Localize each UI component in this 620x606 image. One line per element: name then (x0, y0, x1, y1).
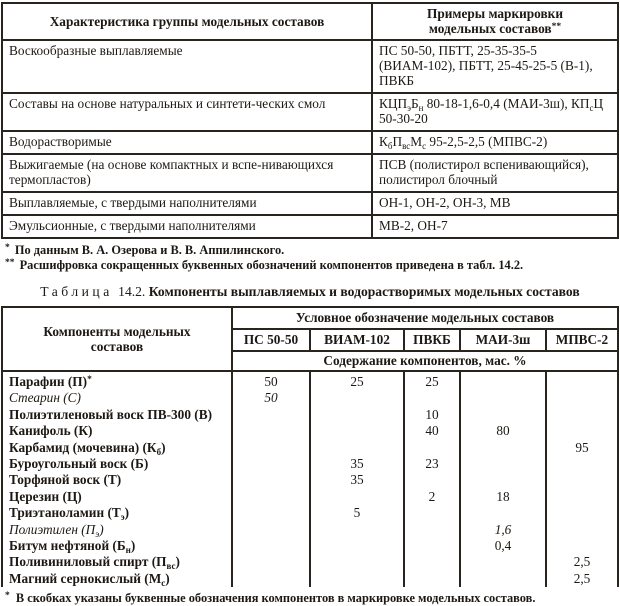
value-pvkb (404, 538, 460, 554)
marks-cell: $КЦП_эБ_н$ 80-18-1,6-0,4 (МАИ-3ш), $КП_сЦ$ 50-30-20 (372, 93, 618, 131)
value-viam-102: 35 (310, 456, 404, 472)
table2-footnote: * В скобках указаны буквенные обозначения компонентов в маркировке модельных составов. (5, 591, 536, 606)
component-row (2, 538, 618, 554)
component-label: Церезин (Ц) (2, 489, 232, 505)
mark-column-header: МПВС-2 (546, 329, 618, 351)
model-groups-table (1, 2, 619, 239)
component-row (2, 407, 618, 423)
value-mai-3sh (460, 472, 546, 488)
component-label: Полиэтилен $(П_э)$ (2, 522, 232, 538)
group-cell: Выплавляемые, с твердыми наполнителями (2, 192, 372, 215)
footnote: ** Расшифровка сокращенных буквенных обозначений компонентов приведена в табл. 14.2. (5, 258, 524, 272)
value-viam-102: 5 (310, 505, 404, 521)
component-row (2, 489, 618, 505)
value-pvkb: 40 (404, 423, 460, 439)
component-row (2, 371, 618, 390)
marks-cell: ОН-1, ОН-2, ОН-3, МВ (372, 192, 618, 215)
caption-table-word: Таблица (40, 284, 113, 299)
component-row (2, 522, 618, 538)
value-mai-3sh (460, 554, 546, 570)
value-ps-50-50 (232, 554, 310, 570)
group-cell: Воскообразные выплавляемые (2, 40, 372, 93)
t2-units-header: Содержание компонентов, мас. % (232, 351, 618, 371)
value-mai-3sh (460, 440, 546, 456)
component-row (2, 554, 618, 570)
value-viam-102 (310, 571, 404, 587)
value-pvkb: 23 (404, 456, 460, 472)
marks-cell: МВ-2, ОН-7 (372, 215, 618, 238)
t1-header-row (2, 3, 618, 40)
t2-designation-header: Условное обозначение модельных составов (232, 307, 618, 329)
component-row (2, 571, 618, 587)
value-mpvs-2 (546, 390, 618, 406)
value-ps-50-50 (232, 456, 310, 472)
value-ps-50-50: 50 (232, 390, 310, 406)
component-label: Триэтаноламин $(Т_э)$ (2, 505, 232, 521)
table-row (2, 40, 618, 93)
value-mpvs-2 (546, 423, 618, 439)
value-mai-3sh: 1,6 (460, 522, 546, 538)
value-mpvs-2: 2,5 (546, 554, 618, 570)
value-ps-50-50: 50 (232, 371, 310, 390)
t2-components-header: Компоненты модельных составов (2, 307, 232, 371)
component-label: Стеарин (С) (2, 390, 232, 406)
value-mai-3sh: 80 (460, 423, 546, 439)
group-cell: Составы на основе натуральных и синтети-ческих смол (2, 93, 372, 131)
value-mai-3sh (460, 456, 546, 472)
group-cell: Водорастворимые (2, 131, 372, 154)
component-row (2, 390, 618, 406)
value-ps-50-50 (232, 407, 310, 423)
value-mai-3sh (460, 571, 546, 587)
value-viam-102 (310, 440, 404, 456)
value-mpvs-2 (546, 456, 618, 472)
value-mpvs-2 (546, 371, 618, 390)
value-mai-3sh (460, 390, 546, 406)
value-viam-102 (310, 489, 404, 505)
value-pvkb (404, 505, 460, 521)
value-pvkb (404, 571, 460, 587)
marks-cell: ПСВ (полистирол вспенивающийся), полистирол блочный (372, 154, 618, 192)
value-ps-50-50 (232, 571, 310, 587)
value-pvkb (404, 440, 460, 456)
table1-footnotes (5, 243, 617, 273)
value-mpvs-2 (546, 472, 618, 488)
value-pvkb (404, 554, 460, 570)
value-mpvs-2 (546, 407, 618, 423)
t1-col2-header: Примеры маркировки модельных составов** (372, 3, 618, 40)
mark-column-header: ВИАМ-102 (310, 329, 404, 351)
t2-body (2, 371, 618, 587)
table-row (2, 154, 618, 192)
table-row (2, 93, 618, 131)
components-table (1, 306, 619, 587)
value-viam-102 (310, 522, 404, 538)
value-ps-50-50 (232, 489, 310, 505)
value-viam-102 (310, 390, 404, 406)
component-label: Карбамид (мочевина) $(К_б)$ (2, 440, 232, 456)
value-pvkb: 10 (404, 407, 460, 423)
value-ps-50-50 (232, 505, 310, 521)
component-label: Поливиниловый спирт $(П_{вс})$ (2, 554, 232, 570)
value-viam-102 (310, 538, 404, 554)
component-label: Полиэтиленовый воск ПВ-300 (В) (2, 407, 232, 423)
component-label: Битум нефтяной $(Б_н)$ (2, 538, 232, 554)
caption-table-number: 14.2. (118, 284, 146, 299)
caption-title-text: Компоненты выплавляемых и водорастворимых модельных составов (148, 284, 580, 299)
component-row (2, 472, 618, 488)
value-mpvs-2 (546, 538, 618, 554)
component-label: Канифоль (К) (2, 423, 232, 439)
component-row (2, 505, 618, 521)
value-mai-3sh (460, 371, 546, 390)
table2-caption (30, 283, 590, 300)
component-row (2, 423, 618, 439)
value-ps-50-50 (232, 472, 310, 488)
footnote: * По данным В. А. Озерова и В. В. Аппилинского. (5, 243, 285, 257)
component-row (2, 456, 618, 472)
value-pvkb (404, 472, 460, 488)
group-cell: Эмульсионные, с твердыми наполнителями (2, 215, 372, 238)
value-mai-3sh: 0,4 (460, 538, 546, 554)
value-ps-50-50 (232, 423, 310, 439)
t2-header-row-1 (2, 307, 618, 329)
table-row (2, 192, 618, 215)
value-ps-50-50 (232, 440, 310, 456)
mark-column-header: МАИ-3ш (460, 329, 546, 351)
value-viam-102: 25 (310, 371, 404, 390)
value-mpvs-2 (546, 489, 618, 505)
value-mai-3sh (460, 407, 546, 423)
value-ps-50-50 (232, 538, 310, 554)
value-mai-3sh (460, 505, 546, 521)
value-mpvs-2 (546, 522, 618, 538)
value-mpvs-2: 95 (546, 440, 618, 456)
value-pvkb: 2 (404, 489, 460, 505)
value-mpvs-2 (546, 505, 618, 521)
value-pvkb (404, 522, 460, 538)
value-viam-102 (310, 407, 404, 423)
marks-cell: ПС 50-50, ПБТТ, 25-35-35-5 (ВИАМ-102), ПБТТ, 25-45-25-5 (В-1), ПВКБ (372, 40, 618, 93)
value-ps-50-50 (232, 522, 310, 538)
mark-column-header: ПС 50-50 (232, 329, 310, 351)
component-row (2, 440, 618, 456)
component-label: Магний сернокислый $(М_с)$ (2, 571, 232, 587)
table-row (2, 131, 618, 154)
value-viam-102: 35 (310, 472, 404, 488)
value-pvkb (404, 390, 460, 406)
component-label: Торфяной воск (Т) (2, 472, 232, 488)
t1-col1-header: Характеристика группы модельных составов (2, 3, 372, 40)
component-label: Парафин (П)* (2, 371, 232, 390)
t1-body (2, 40, 618, 238)
marks-cell: $К_бП_{вс}М_с$ 95-2,5-2,5 (МПВС-2) (372, 131, 618, 154)
value-mpvs-2: 2,5 (546, 571, 618, 587)
component-label: Буроугольный воск (Б) (2, 456, 232, 472)
mark-column-header: ПВКБ (404, 329, 460, 351)
value-viam-102 (310, 554, 404, 570)
value-mai-3sh: 18 (460, 489, 546, 505)
table-row (2, 215, 618, 238)
group-cell: Выжигаемые (на основе компактных и вспе-нивающихся термопластов) (2, 154, 372, 192)
value-viam-102 (310, 423, 404, 439)
value-pvkb: 25 (404, 371, 460, 390)
